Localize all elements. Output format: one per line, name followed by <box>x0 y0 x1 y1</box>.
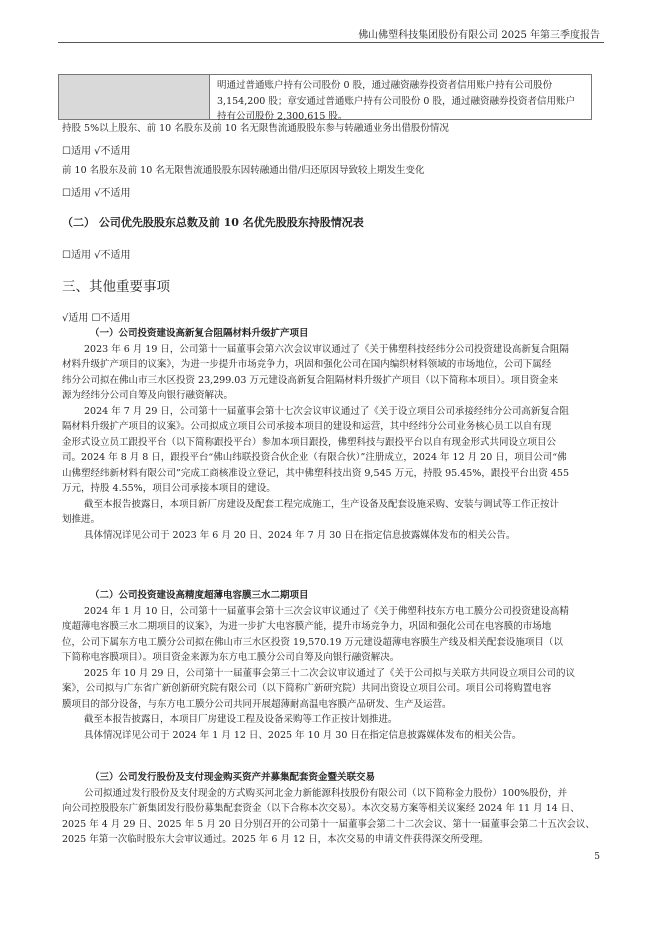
item-2 <box>62 588 597 743</box>
table-note-cell <box>217 78 589 125</box>
item-2-title: （二）公司投资建设高精度超薄电容膜三水二期项目 <box>90 590 309 601</box>
paragraph-line: 2023 年 6 月 19 日，公司第十一届董事会第六次会议审议通过了《关于佛塑科技经纬分公司投资建设高新复合阻隔 <box>84 343 569 355</box>
page-header: 佛山佛塑科技集团股份有限公司 2025 年第三季度报告 <box>358 30 600 41</box>
item-1-title: （一）公司投资建设高新复合阻隔材料升级扩产项目 <box>90 328 309 339</box>
paragraph-line: 2024 年 7 月 29 日，公司第十一届董事会第十七次会议审议通过了《关于设立项目公司承接经纬分公司高新复合阻 <box>84 405 569 417</box>
paragraph-line: 2025 年第一次临时股东大会审议通过。2025 年 6 月 12 日，本次交易的申请文件获得深交所受理。 <box>62 834 489 845</box>
paragraph-line: 度超薄电容膜三水二期项目的议案》，为进一步扩大电容膜产能，提升市场竞争力，巩固和强化公司在电容膜的市场地 <box>62 621 552 632</box>
paragraph-line: 向公司控股股东广新集团发行股份募集配套资金（以下合称本次交易）。本次交易方案等相关议案经 2024 年 11 月 14 日、 <box>62 803 580 814</box>
preferred-shares-options: ☐适用 √不适用 <box>62 250 131 261</box>
paragraph-line: 山佛塑经纬新材料有限公司”完成工商核准设立登记，其中佛塑科技出资 9,545 万元，持股 95.45%，跟投平台出资 455 <box>62 467 569 479</box>
paragraph-line: 隔材料升级扩产项目的议案》。公司拟成立项目公司承接本项目的建设和运营，其中经纬分公司业务核心员工以自有现 <box>62 421 552 432</box>
paragraph-line: 膜项目的部分设备，与东方电工膜分公司共同开展超薄耐高温电容膜产品研发、生产及运营。 <box>62 698 452 710</box>
paragraph-line: 具体情况详见公司于 2023 年 6 月 20 日、2024 年 7 月 30 日在指定信息披露媒体发布的相关公告。 <box>84 529 516 541</box>
paragraph-line: 截至本报告披露日，本项目厂房建设工程及设备采购等工作正按计划推进。 <box>84 714 398 725</box>
paragraph-line: 金形式设立员工跟投平台（以下简称跟投平台）参加本项目跟投，佛塑科技与跟投平台以自有现金形式共同设立项目公 <box>62 436 557 448</box>
item-3-title: （三）公司发行股份及支付现金购买资产并募集配套资金暨关联交易 <box>90 772 376 783</box>
paragraph-line: 下简称电容膜项目）。项目资金来源为东方电工膜分公司自筹及向银行融资解决。 <box>62 652 400 663</box>
paragraph-line: 2024 年 1 月 10 日，公司第十一届董事会第十三次会议审议通过了《关于佛塑科技东方电工膜分公司投资建设高精 <box>84 605 569 617</box>
table-note-line: 持有公司股份 2,300,615 股。 <box>217 111 348 122</box>
paragraph-line: 具体情况详见公司于 2024 年 1 月 12 日、2025 年 10 月 30 日在指定信息披露媒体发布的相关公告。 <box>84 729 522 741</box>
paragraph-line: 2025 年 4 月 29 日、2025 年 5 月 20 日分别召开的公司第十一届董事会第二十二次会议、第十一届董事会第二十五次会议、 <box>62 818 595 830</box>
page-number: 5 <box>594 852 600 862</box>
table-shaded-cell <box>59 75 210 119</box>
lending-q2-options: ☐适用 √不适用 <box>62 188 131 199</box>
paragraph-line: 司。2024 年 8 月 8 日，跟投平台“佛山纬联投资合伙企业（有限合伙）”注册成立，2024 年 12 月 20 日，项目公司“佛 <box>62 452 567 463</box>
shareholder-note-table <box>58 74 592 120</box>
paragraph-line: 公司拟通过发行股份及支付现金的方式购买河北金力新能源科技股份有限公司（以下简称金力股份）100%股份，并 <box>84 787 568 799</box>
preferred-shares-title: （二） 公司优先股股东总数及前 10 名优先股股东持股情况表 <box>62 216 364 229</box>
lending-q1-options: ☐适用 √不适用 <box>62 146 131 157</box>
paragraph-line: 2025 年 10 月 29 日，公司第十一届董事会第三十二次会议审议通过了《关于公司拟与关联方共同设立项目公司的议 <box>84 667 575 679</box>
paragraph-line: 划推进。 <box>62 514 101 525</box>
lending-question-1: 持股 5%以上股东、前 10 名股东及前 10 名无限售流通股股东参与转融通业务出借股份情况 <box>62 123 449 134</box>
paragraph-line: 万元，持股 4.55%，项目公司承接本项目的建设。 <box>62 483 276 494</box>
paragraph-line: 纬分公司拟在佛山市三水区投资 23,299.03 万元建设高新复合阻隔材料升级扩产项目（以下简称本项目）。项目资金来 <box>62 374 559 386</box>
item-3 <box>62 770 597 848</box>
paragraph-line: 案》，公司拟与广东省广新创新研究院有限公司（以下简称广新研究院）共同出资设立项目公司。项目公司将购置电容 <box>62 683 552 694</box>
item-1 <box>62 326 597 543</box>
paragraph-line: 材料升级扩产项目的议案》，为进一步提升市场竞争力，巩固和强化公司在国内编织材料领域的市场地位，公司下属经 <box>62 359 552 370</box>
header-divider <box>58 42 604 43</box>
section-title: 三、其他重要事项 <box>62 279 170 295</box>
section-options: √适用 ☐不适用 <box>62 313 131 324</box>
table-note-line: 3,154,200 股；章安通过普通账户持有公司股份 0 股，通过融资融券投资者信用账户 <box>217 95 575 107</box>
table-note-line: 明通过普通账户持有公司股份 0 股，通过融资融券投资者信用账户持有公司股份 <box>217 80 553 91</box>
paragraph-line: 源为经纬分公司自筹及向银行融资解决。 <box>62 390 234 401</box>
paragraph-line: 位，公司下属东方电工膜分公司拟在佛山市三水区投资 19,570.19 万元建设超薄电容膜生产线及相关配套设施项目（以 <box>62 636 563 648</box>
paragraph-line: 截至本报告披露日，本项目新厂房建设及配套工程完成施工，生产设备及配套设施采购、安装与调试等工作正按计 <box>84 498 560 510</box>
lending-question-2: 前 10 名股东及前 10 名无限售流通股股东因转融通出借/归还原因导致较上期发生变化 <box>62 165 425 176</box>
